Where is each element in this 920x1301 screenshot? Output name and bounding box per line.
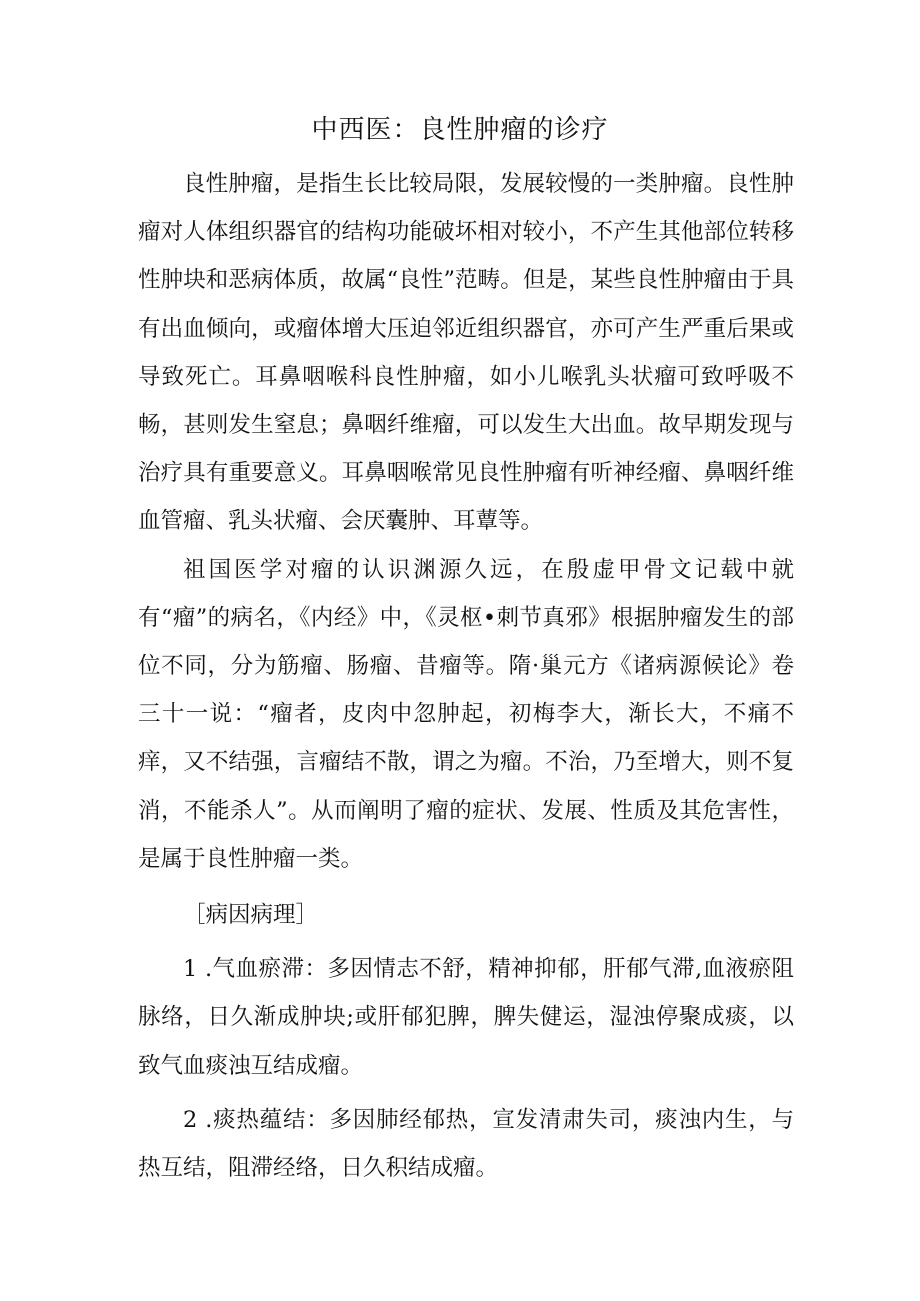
document-body [138,160,794,1192]
section-heading: ［病因病理］ [183,902,319,929]
list-item: 1 .气血瘀滞：多因情志不舒，精神抑郁，肝郁气滞,血液瘀阻脉络，日久渐成肿块;或肝郁犯脾，脾失健运，湿浊停聚成痰，以致气血痰浊互结成瘤。 [138,956,794,1079]
paragraph-intro: 良性肿瘤，是指生长比较局限，发展较慢的一类肿瘤。良性肿瘤对人体组织器官的结构功能破坏相对较小，不产生其他部位转移性肿块和恶病体质，故属“良性”范畴。但是，某些良性肿瘤由于具有出血倾向，或瘤体增大压迫邻近组织器官，亦可产生严重后果或导致死亡。耳鼻咽喉科良性肿瘤，如小儿喉乳头状瘤可致呼吸不畅，甚则发生窒息；鼻咽纤维瘤，可以发生大出血。故早期发现与治疗具有重要意义。耳鼻咽喉常见良性肿瘤有听神经瘤、鼻咽纤维血管瘤、乳头状瘤、会厌囊肿、耳蕈等。 [138,171,794,535]
page-title: 中西医：良性肿瘤的诊疗 [311,115,609,145]
paragraph-history: 祖国医学对瘤的认识渊源久远，在殷虚甲骨文记载中就有“瘤”的病名，《内经》中，《灵枢•刺节真邪》根据肿瘤发生的部位不同，分为筋瘤、肠瘤、昔瘤等。隋·巢元方《诸病源候论》卷三十一说：“瘤者，皮肉中忽肿起，初梅李大，渐长大，不痛不痒，又不结强，言瘤结不散，谓之为瘤。不治，乃至增大，则不复消，不能杀人”。从而阐明了瘤的症状、发展、性质及其危害性，是属于良性肿瘤一类。 [138,556,794,872]
list-item: 2 .痰热蕴结：多因肺经郁热，宣发清肃失司，痰浊内生，与热互结，阻滞经络，日久积结成瘤。 [138,1106,794,1182]
